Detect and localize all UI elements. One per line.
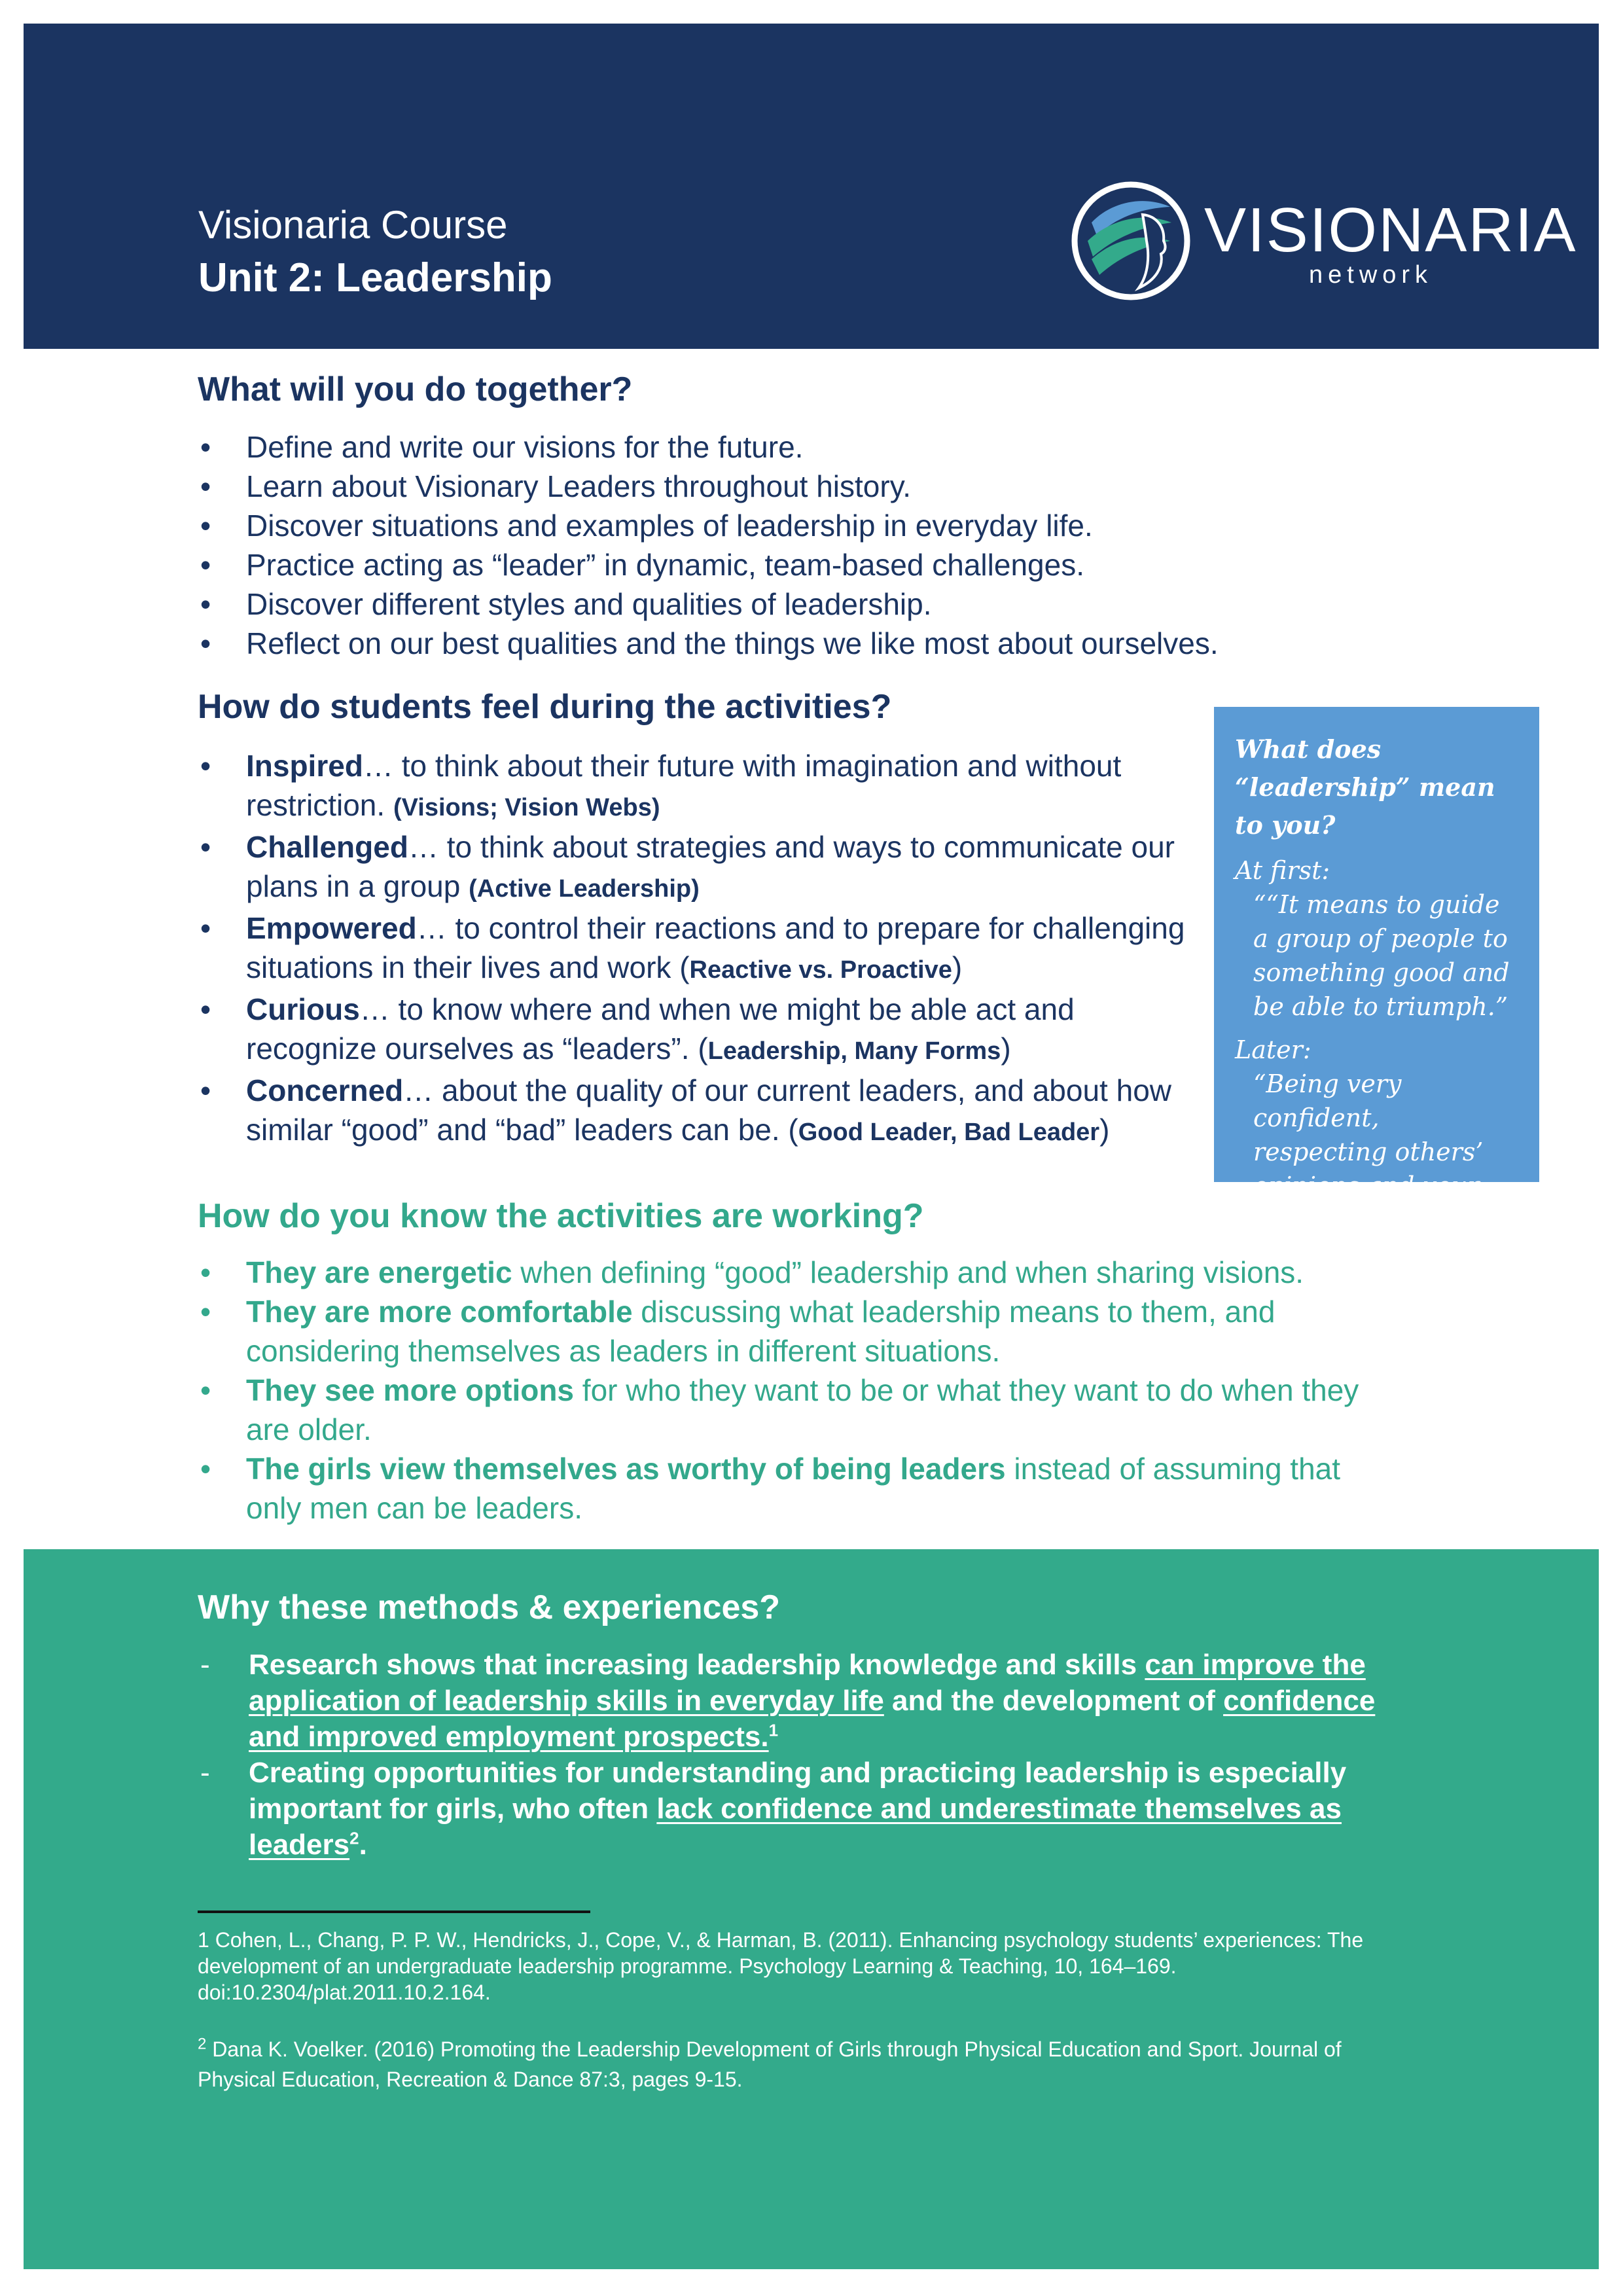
list-item: • Concerned… about the quality of our current leaders, and about how similar “good” and “bad” leaders can be. (Good Leader, Bad Leader) <box>198 1071 1199 1152</box>
bullet-dot: • <box>200 509 211 543</box>
bullet-dot: • <box>200 1373 211 1407</box>
dash-mark: - <box>200 1649 210 1681</box>
list-item: • The girls view themselves as worthy of being leaders instead of assuming that only men can be leaders. <box>198 1449 1395 1528</box>
list-item: • Reflect on our best qualities and the things we like most about ourselves. <box>198 624 1441 663</box>
methods-list <box>198 1647 1415 1863</box>
quote-first-label: At first: <box>1235 856 1330 885</box>
bullet-dot: • <box>200 830 211 864</box>
list-item: - Research shows that increasing leadership knowledge and skills can improve the application of leadership skills in everyday life and the development of confidence and improved employment prospects.$^1$ <box>198 1647 1415 1755</box>
section4-heading: Why these methods & experiences? <box>198 1588 781 1626</box>
header-banner <box>24 24 1599 349</box>
feelings-list <box>198 746 1199 1152</box>
section3-heading: How do you know the activities are working? <box>198 1197 924 1235</box>
footnote-2: $^2$ Dana K. Voelker. (2016) Promoting the Leadership Development of Girls through Physical Education and Sport. Journal of Physical Education, Recreation & Dance 87:3, pages 9-15. <box>198 2035 1342 2091</box>
list-item: • Curious… to know where and when we might be able act and recognize ourselves as “leaders”. (Leadership, Many Forms) <box>198 990 1199 1071</box>
bullet-dot: • <box>200 626 211 660</box>
bullet-dot: • <box>200 911 211 945</box>
footnote-divider <box>198 1910 590 1913</box>
section2-heading: How do students feel during the activities? <box>198 688 892 726</box>
unit-title: Unit 2: Leadership <box>198 255 552 300</box>
bullet-dot: • <box>200 469 211 503</box>
visionaria-logo-icon <box>1065 175 1196 306</box>
bullet-dot: • <box>200 992 211 1026</box>
quote-first-text: ““It means to guide a group of people to something good and be able to triumph.” <box>1253 890 1510 1021</box>
footnote-1: 1 Cohen, L., Chang, P. P. W., Hendricks, J., Cope, V., & Harman, B. (2011). Enhancing psychology students’ experiences: The development of an undergraduate leadership programme. Psychology Learning & Teaching, 10, 164–169. doi:10.2304/plat.2011.10.2.164. <box>198 1928 1364 2004</box>
quote-box <box>1214 707 1539 1268</box>
list-item: • They see more options for who they want to be or what they want to do when they are older. <box>198 1371 1395 1449</box>
bullet-dot: • <box>200 1452 211 1486</box>
bullet-dot: • <box>200 548 211 582</box>
list-item: • Inspired… to think about their future with imagination and without restriction. (Visions; Vision Webs) <box>198 746 1199 827</box>
logo-wordmark: VISIONARIA <box>1204 195 1577 265</box>
section1-heading: What will you do together? <box>198 370 633 408</box>
list-item: • Practice acting as “leader” in dynamic, team-based challenges. <box>198 545 1441 584</box>
bullet-dot: • <box>200 587 211 621</box>
quote-later-label: Later: <box>1235 1035 1311 1064</box>
activities-list <box>198 427 1441 663</box>
bullet-dot: • <box>200 1255 211 1289</box>
list-item: • They are more comfortable discussing what leadership means to them, and considering themselves as leaders in different situations. <box>198 1292 1395 1371</box>
list-item: - Creating opportunities for understanding and practicing leadership is especially important for girls, who often lack confidence and underestimate themselves as leaders$^2$. <box>198 1755 1415 1863</box>
visionaria-logo <box>1065 175 1577 306</box>
list-item: • They are energetic when defining “good” leadership and when sharing visions. <box>198 1253 1395 1292</box>
list-item: • Challenged… to think about strategies and ways to communicate our plans in a group (Active Leadership) <box>198 827 1199 908</box>
list-item: • Learn about Visionary Leaders throughout history. <box>198 467 1441 506</box>
bullet-dot: • <box>200 1295 211 1329</box>
bullet-dot: • <box>200 430 211 464</box>
bullet-dot: • <box>200 1073 211 1107</box>
course-title: Visionaria Course <box>198 203 508 247</box>
list-item: • Discover situations and examples of leadership in everyday life. <box>198 506 1441 545</box>
list-item: • Empowered… to control their reactions and to prepare for challenging situations in their lives and work (Reactive vs. Proactive) <box>198 908 1199 990</box>
dash-mark: - <box>200 1757 210 1789</box>
logo-subtitle: network <box>1309 261 1433 289</box>
list-item: • Define and write our visions for the future. <box>198 427 1441 467</box>
bullet-dot: • <box>200 749 211 783</box>
indicators-list <box>198 1253 1395 1528</box>
quote-later-text: “Being very confident, respecting others’ opinions and your own, listening to others.” <box>1253 1069 1484 1268</box>
quote-question: What does “leadership” mean to you? <box>1235 734 1495 840</box>
list-item: • Discover different styles and qualities of leadership. <box>198 584 1441 624</box>
